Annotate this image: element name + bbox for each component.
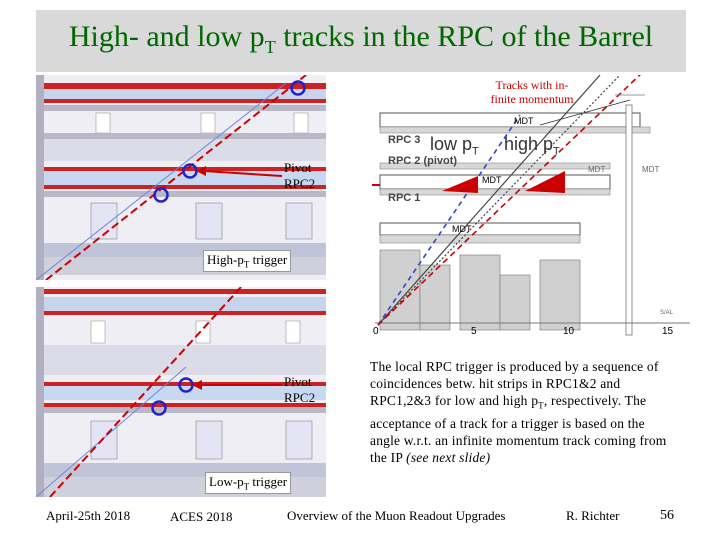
high-pt-trigger-label: High-$p_T$ trigger [203,250,291,272]
mdt-top-label: MDT [514,116,534,126]
footer-date: April-25th 2018 [46,508,131,523]
rpc1-label: RPC 1 [388,192,421,204]
high-pt-label: high $p_T$ [504,134,560,158]
rpc3-label: RPC 3 [388,134,421,146]
footer-conference: ACES 2018 [170,509,233,524]
low-pt-label: low $p_T$ [430,134,479,158]
top-pivot-label: Pivot RPC2 [284,160,316,191]
footer-author: R. Richter [566,508,620,523]
mdt-low-label: MDT [452,224,472,234]
rpc3-strip [44,83,326,89]
footer-talk-title: Overview of the Muon Readout Upgrades [287,508,506,523]
axis-tick-15: 15 [662,326,674,337]
mdt-mid-label: MDT [482,175,502,185]
page-number: 56 [660,508,674,523]
axis-unit-label: S/AL [660,310,674,316]
axis-tick-10: 10 [563,326,575,337]
low-pt-trigger-label: Low-$p_T$ trigger [205,472,291,494]
mdt-right-label-1: MDT [588,165,606,174]
axis-tick-5: 5 [471,326,477,337]
description-text: The local RPC trigger is produced by a sequence of coincidences betw. hit strips in RPC1&2 and RPC1,2&3 for low and high $p_T$, respectively. The acceptance of a track for a trigger is based on the angle w.r.t. an infinite momentum track coming from the IP (see next slide) [370,359,667,465]
axis-tick-0: 0 [373,326,379,337]
mdt-right-label-2: MDT [642,165,660,174]
bottom-detector-panel [36,287,326,497]
slide-title: High- and low $p_T$ tracks in the RPC of the Barrel [68,20,654,57]
bottom-pivot-label: Pivot RPC2 [284,374,316,405]
rpc2-label: RPC 2 (pivot) [388,155,458,167]
infinite-momentum-label: Tracks with in- finite momentum [490,78,574,106]
